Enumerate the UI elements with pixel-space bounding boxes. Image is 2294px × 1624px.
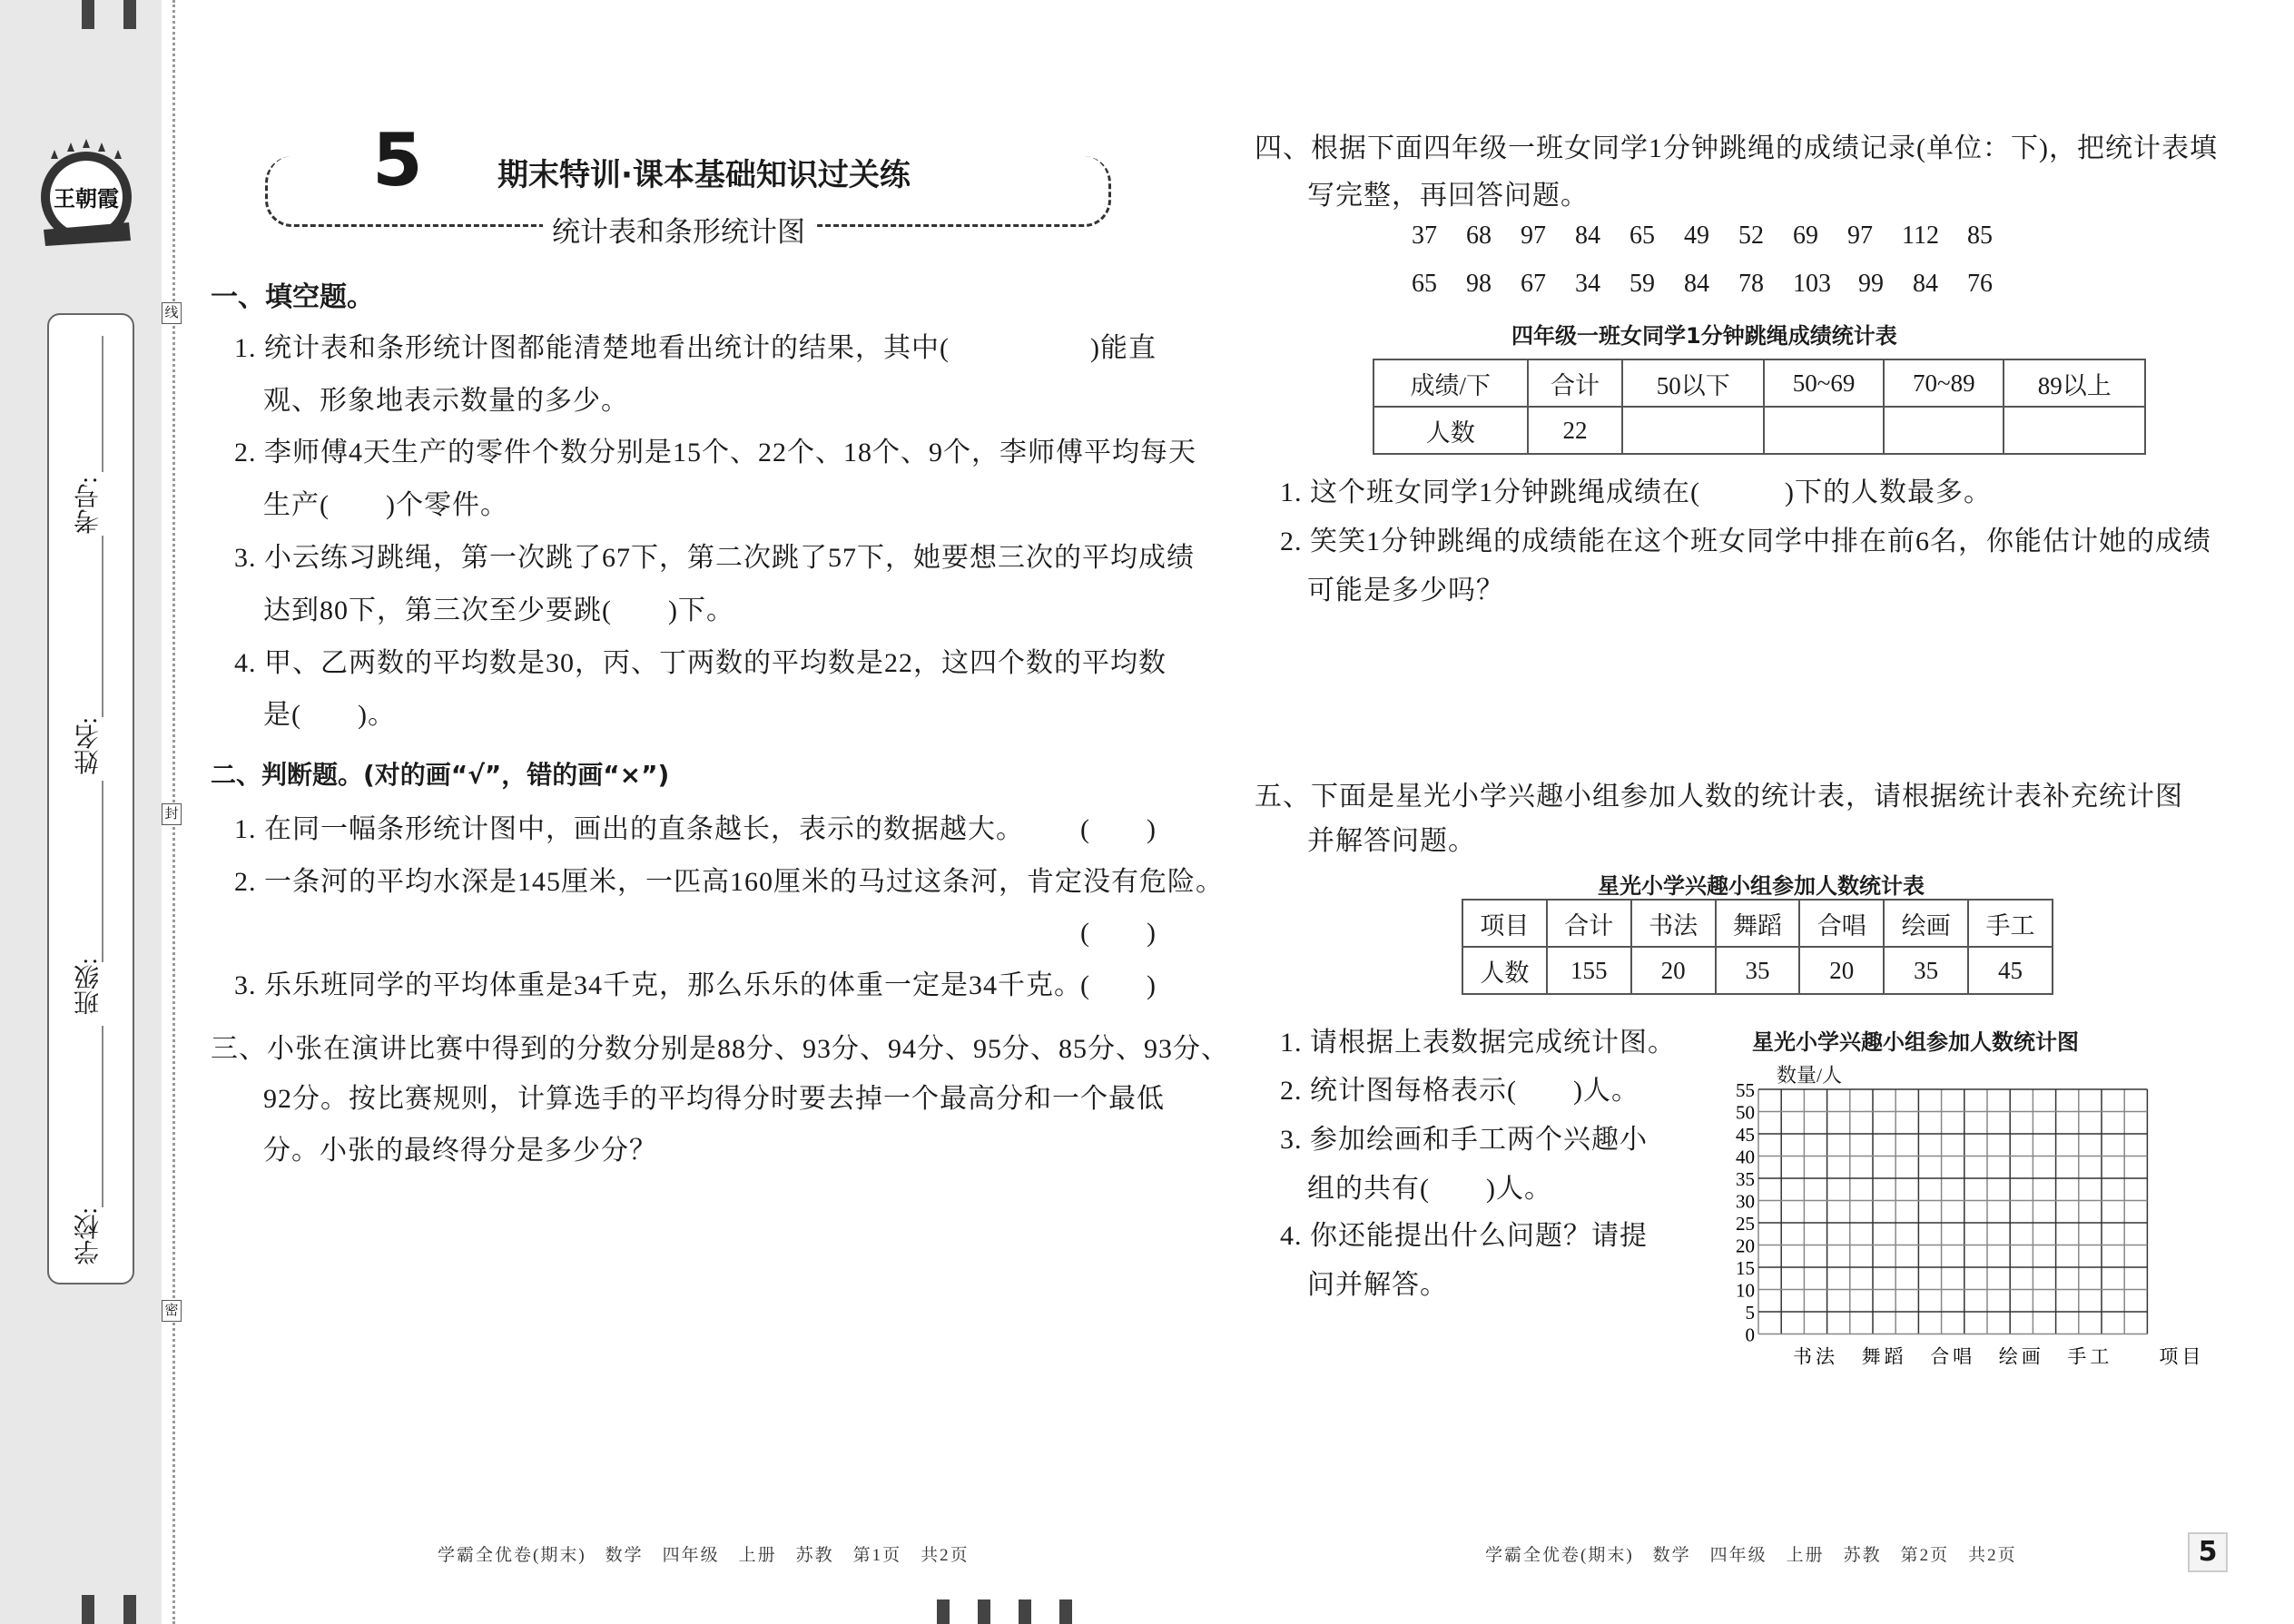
question-text: 1. 统计表和条形统计图都能清楚地看出统计的结果，其中( )能直: [234, 333, 1157, 363]
answer-blank[interactable]: ( ): [1080, 918, 1157, 948]
section-1-heading: 一、填空题。: [211, 281, 374, 313]
score-value: 52: [1738, 221, 1764, 250]
table-cell[interactable]: [1764, 407, 1884, 454]
jump-rope-table: [1373, 359, 2146, 455]
table-cell: 35: [1716, 947, 1800, 994]
x-axis-label: 项目: [2159, 1345, 2205, 1368]
y-tick-label: 20: [1736, 1235, 1755, 1257]
y-tick-label: 15: [1736, 1257, 1755, 1279]
score-record-row: [1412, 221, 2022, 251]
student-info-box: [47, 313, 134, 1284]
section-3-question: 92分。按比赛规则，计算选手的平均得分时要去掉一个最高分和一个最低: [263, 1084, 1165, 1114]
page-subtitle: 统计表和条形统计图: [543, 209, 814, 250]
table-cell: 20: [1631, 947, 1716, 994]
section-2-heading: 二、判断题。(对的画“√”，错的画“×”): [211, 760, 670, 790]
registration-mark: [1019, 1599, 1031, 1624]
question-text: 是( )。: [263, 700, 396, 730]
table-cell: 书法: [1631, 900, 1716, 947]
judgement-item: 3. 乐乐班同学的平均体重是34千克，那么乐乐的体重一定是34千克。: [234, 970, 1082, 1000]
score-value: 69: [1793, 221, 1818, 250]
cut-mark-seal: 封: [162, 803, 182, 825]
score-value: 67: [1521, 270, 1546, 298]
class-label: 班级:: [74, 958, 103, 1016]
table-cell: 人数: [1462, 947, 1547, 994]
section-4-question: 写完整，再回答问题。: [1307, 181, 1589, 211]
question-text: 问并解答。: [1307, 1270, 1448, 1300]
question-text: 3. 小云练习跳绳，第一次跳了67下，第二次跳了57下，她要想三次的平均成绩: [234, 543, 1195, 573]
y-tick-label: 40: [1736, 1146, 1755, 1168]
bar-chart-grid[interactable]: [1725, 1079, 2205, 1368]
exam-number-line[interactable]: [102, 336, 103, 472]
table-cell[interactable]: [1884, 407, 2004, 454]
table-cell: 舞蹈: [1716, 900, 1800, 947]
score-value: 78: [1738, 270, 1764, 298]
question-text: 2. 李师傅4天生产的零件个数分别是15个、22个、18个、9个，李师傅平均每天: [234, 438, 1196, 468]
x-category-label: 合唱: [1930, 1345, 1976, 1368]
logo-brand-text: 王朝霞: [54, 188, 119, 212]
table-cell: 35: [1884, 947, 1968, 994]
interest-group-table: [1462, 899, 2053, 995]
table-cell: 70~89: [1884, 359, 2004, 407]
y-tick-label: 25: [1736, 1213, 1755, 1235]
score-value: 37: [1412, 221, 1437, 250]
table-cell: 绘画: [1884, 900, 1968, 947]
score-value: 103: [1793, 270, 1831, 298]
score-value: 34: [1575, 270, 1600, 298]
registration-mark: [978, 1599, 990, 1624]
question-text: 1. 这个班女同学1分钟跳绳成绩在( )下的人数最多。: [1280, 477, 1992, 507]
table-cell: 人数: [1373, 407, 1528, 454]
x-category-label: 舞蹈: [1861, 1345, 1907, 1368]
chart-title: 星光小学兴趣小组参加人数统计图: [1752, 1029, 2079, 1055]
name-line[interactable]: [102, 536, 103, 717]
table-cell: 20: [1799, 947, 1884, 994]
table-caption: 星光小学兴趣小组参加人数统计表: [1598, 873, 1925, 899]
x-category-label: 手工: [2067, 1345, 2113, 1368]
y-tick-label: 55: [1736, 1079, 1755, 1101]
score-value: 65: [1629, 221, 1655, 250]
answer-blank[interactable]: ( ): [1080, 814, 1157, 844]
page-number: 5: [2188, 1532, 2228, 1572]
question-text: 1. 请根据上表数据完成统计图。: [1280, 1028, 1676, 1058]
section-4-question: 四、根据下面四年级一班女同学1分钟跳绳的成绩记录(单位：下)，把统计表填: [1255, 133, 2218, 163]
table-cell[interactable]: [1622, 407, 1763, 454]
score-value: 84: [1684, 270, 1709, 298]
x-category-label: 绘画: [1998, 1345, 2044, 1368]
registration-mark: [82, 1595, 94, 1624]
answer-blank[interactable]: ( ): [1080, 970, 1157, 1000]
score-value: 49: [1684, 221, 1709, 250]
registration-mark: [1059, 1599, 1072, 1624]
question-text: 达到80下，第三次至少要跳( )下。: [263, 595, 734, 625]
class-line[interactable]: [102, 781, 103, 962]
score-value: 68: [1466, 221, 1492, 250]
score-value: 84: [1575, 221, 1600, 250]
table-cell: 50~69: [1764, 359, 1884, 407]
table-caption: 四年级一班女同学1分钟跳绳成绩统计表: [1511, 323, 1897, 349]
table-cell: 合计: [1528, 359, 1623, 407]
y-tick-label: 50: [1736, 1101, 1755, 1124]
question-text: 生产( )个零件。: [263, 490, 508, 520]
y-tick-label: 0: [1745, 1324, 1755, 1346]
y-tick-label: 30: [1736, 1190, 1755, 1213]
registration-mark: [123, 0, 136, 29]
judgement-item: 1. 在同一幅条形统计图中，画出的直条越长，表示的数据越大。: [234, 814, 1024, 844]
question-text: 可能是多少吗？: [1307, 576, 1504, 605]
score-value: 85: [1967, 221, 1993, 250]
cut-mark-secret: 密: [162, 1300, 182, 1322]
section-5-question: 五、下面是星光小学兴趣小组参加人数的统计表，请根据统计表补充统计图: [1255, 782, 2183, 812]
table-cell: 手工: [1968, 900, 2053, 947]
x-category-label: 书法: [1793, 1345, 1838, 1368]
table-cell: 合计: [1547, 900, 1631, 947]
table-cell: 合唱: [1799, 900, 1884, 947]
score-value: 112: [1902, 221, 1939, 250]
question-text: 4. 甲、乙两数的平均数是30，丙、丁两数的平均数是22，这四个数的平均数: [234, 648, 1167, 678]
judgement-item: 2. 一条河的平均水深是145厘米，一匹高160厘米的马过这条河，肯定没有危险。: [234, 867, 1224, 897]
table-cell: 89以上: [2004, 359, 2145, 407]
score-value: 59: [1629, 270, 1655, 298]
question-text: 组的共有( )人。: [1307, 1174, 1552, 1204]
school-line[interactable]: [102, 1026, 103, 1207]
section-3-question: 三、小张在演讲比赛中得到的分数分别是88分、93分、94分、95分、85分、93分、: [211, 1034, 1229, 1064]
table-cell: 155: [1547, 947, 1631, 994]
cut-mark-line: 线: [162, 302, 182, 324]
score-value: 99: [1858, 270, 1884, 298]
y-tick-label: 5: [1745, 1302, 1755, 1324]
table-cell: 项目: [1462, 900, 1547, 947]
exam-number-label: 考号:: [74, 477, 103, 535]
publisher-logo: [33, 132, 140, 250]
school-label: 学校:: [74, 1207, 103, 1265]
footer-right: 学霸全优卷(期末) 数学 四年级 上册 苏教 第2页 共2页: [1485, 1546, 2017, 1565]
score-record-row: [1412, 270, 2022, 299]
score-value: 84: [1913, 270, 1938, 298]
section-3-question: 分。小张的最终得分是多少分？: [263, 1136, 657, 1166]
y-tick-label: 35: [1736, 1168, 1755, 1190]
question-text: 观、形象地表示数量的多少。: [263, 386, 629, 416]
score-value: 98: [1466, 270, 1492, 298]
score-value: 97: [1847, 221, 1873, 250]
question-text: 4. 你还能提出什么问题？请提: [1280, 1221, 1648, 1251]
question-text: 2. 统计图每格表示( )人。: [1280, 1076, 1639, 1106]
y-tick-label: 45: [1736, 1124, 1755, 1146]
registration-mark: [82, 0, 94, 29]
score-value: 76: [1967, 270, 1993, 298]
registration-mark: [937, 1599, 950, 1624]
question-text: 2. 笑笑1分钟跳绳的成绩能在这个班女同学中排在前6名，你能估计她的成绩: [1280, 527, 2211, 556]
table-cell: 22: [1528, 407, 1623, 454]
chart-y-label: 数量/人: [1777, 1064, 1843, 1087]
unit-number: 5: [363, 118, 432, 202]
y-tick-label: 10: [1736, 1279, 1755, 1302]
score-value: 65: [1412, 270, 1437, 298]
footer-left: 学霸全优卷(期末) 数学 四年级 上册 苏教 第1页 共2页: [438, 1546, 970, 1565]
score-value: 97: [1521, 221, 1546, 250]
name-label: 姓名:: [74, 717, 103, 775]
table-cell: 50以下: [1622, 359, 1763, 407]
table-cell: 45: [1968, 947, 2053, 994]
section-5-question: 并解答问题。: [1307, 826, 1476, 856]
registration-mark: [123, 1595, 136, 1624]
question-text: 3. 参加绘画和手工两个兴趣小: [1280, 1125, 1648, 1155]
table-cell[interactable]: [2004, 407, 2145, 454]
page-title: 期末特训·课本基础知识过关练: [497, 157, 911, 193]
table-cell: 成绩/下: [1373, 359, 1528, 407]
